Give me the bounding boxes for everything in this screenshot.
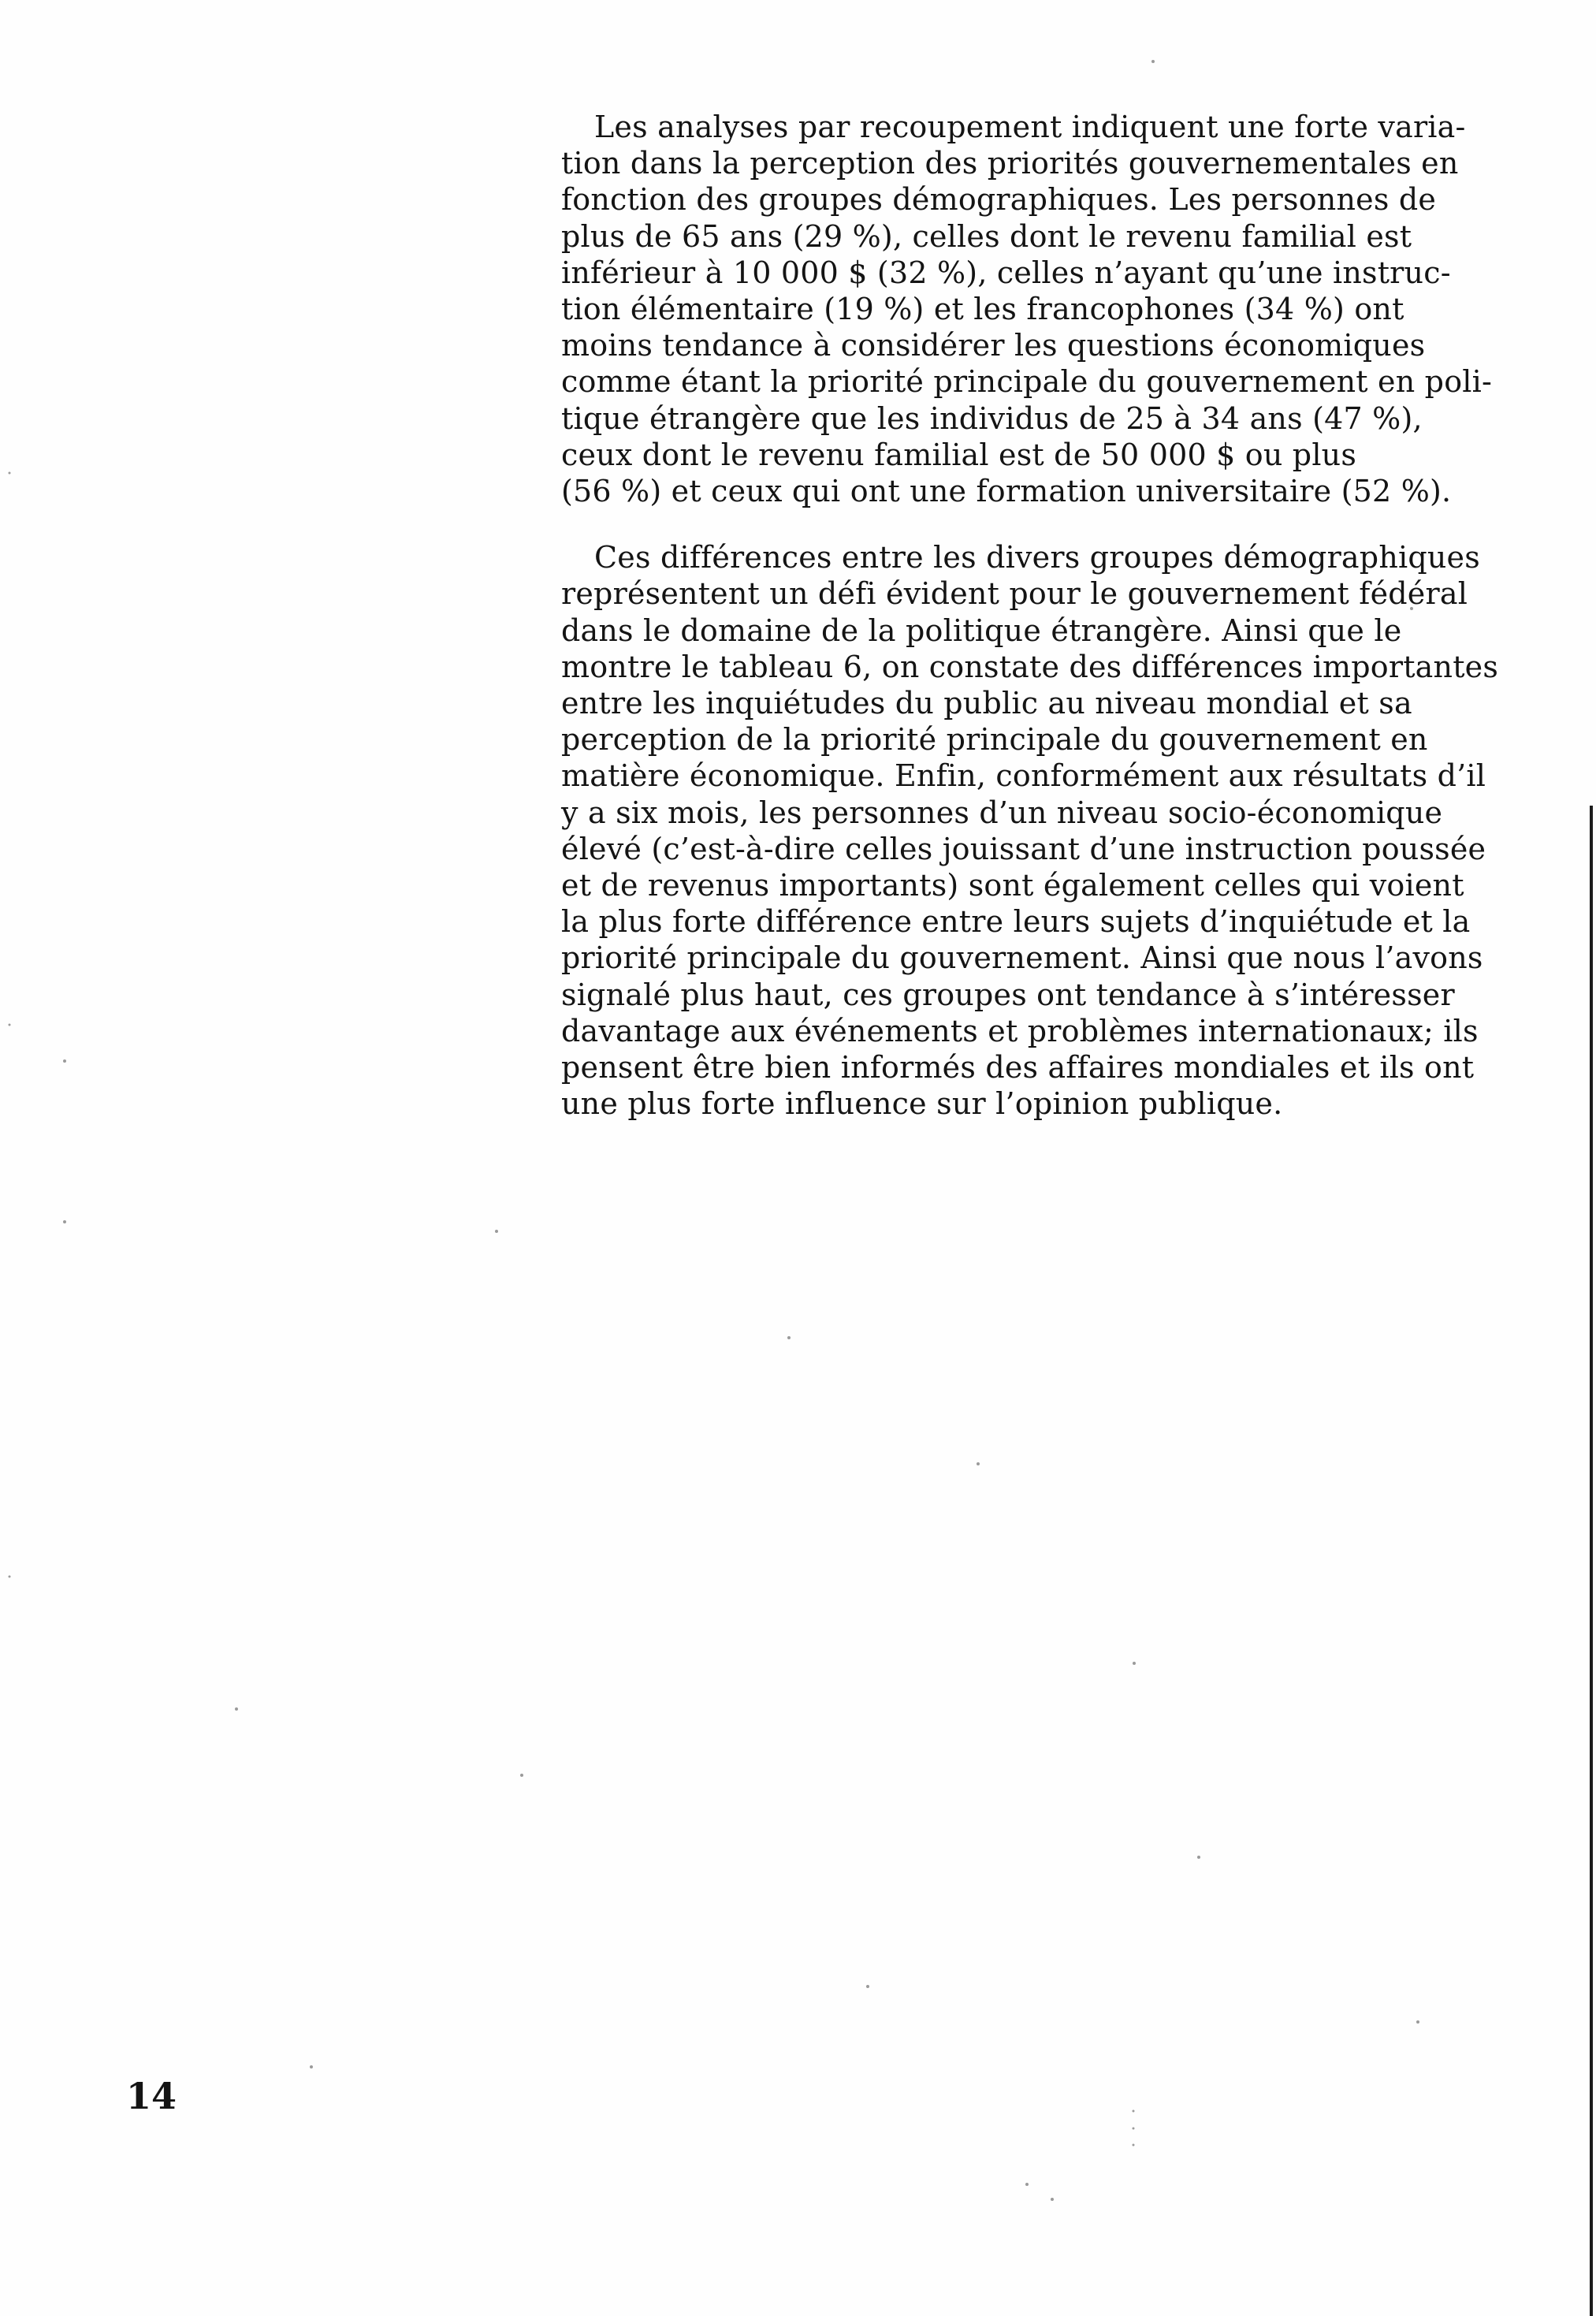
text-line: ceux dont le revenu familial est de 50 000 $ ou plus	[561, 437, 1357, 472]
text-line: entre les inquiétudes du public au niveau mondial et sa	[561, 686, 1412, 721]
page-edge-shadow	[1590, 806, 1593, 2316]
text-line: Ces différences entre les divers groupes démographiques	[594, 540, 1480, 575]
text-line: une plus forte influence sur l’opinion publique.	[561, 1086, 1283, 1122]
text-line: y a six mois, les personnes d’un niveau socio-économique	[561, 795, 1443, 830]
text-line: montre le tableau 6, on constate des différences importantes	[561, 649, 1499, 684]
text-line: (56 %) et ceux qui ont une formation universitaire (52 %).	[561, 474, 1452, 509]
paragraph-2	[561, 539, 1499, 1122]
text-line: moins tendance à considérer les questions économiques	[561, 328, 1426, 363]
text-line: plus de 65 ans (29 %), celles dont le revenu familial est	[561, 218, 1412, 254]
text-line: perception de la priorité principale du gouvernement en	[561, 722, 1428, 758]
text-line: dans le domaine de la politique étrangère. Ainsi que le	[561, 613, 1402, 648]
text-line: priorité principale du gouvernement. Ainsi que nous l’avons	[561, 940, 1483, 976]
page-number: 14	[126, 2075, 177, 2117]
text-line: tion élémentaire (19 %) et les francophones (34 %) ont	[561, 292, 1404, 327]
text-line: davantage aux événements et problèmes internationaux; ils	[561, 1013, 1479, 1048]
text-line: tion dans la perception des priorités gouvernementales en	[561, 146, 1459, 181]
text-line: matière économique. Enfin, conformément aux résultats d’il	[561, 758, 1486, 794]
paragraph-1	[561, 109, 1493, 509]
text-line: inférieur à 10 000 $ (32 %), celles n’ayant qu’une instruc-	[561, 255, 1451, 290]
text-line: comme étant la priorité principale du gouvernement en poli-	[561, 364, 1493, 400]
body-text	[561, 109, 1499, 1122]
text-line: et de revenus importants) sont également celles qui voient	[561, 868, 1464, 903]
text-line: représentent un défi évident pour le gouvernement fédéral	[561, 576, 1468, 612]
text-line: élevé (c’est-à-dire celles jouissant d’une instruction poussée	[561, 831, 1486, 866]
text-line: signalé plus haut, ces groupes ont tendance à s’intéresser	[561, 977, 1455, 1012]
text-line: pensent être bien informés des affaires mondiales et ils ont	[561, 1050, 1475, 1085]
text-line: tique étrangère que les individus de 25 à 34 ans (47 %),	[561, 400, 1423, 436]
text-line: Les analyses par recoupement indiquent une forte varia-	[594, 110, 1466, 144]
text-line: fonction des groupes démographiques. Les personnes de	[561, 182, 1437, 218]
text-line: la plus forte différence entre leurs sujets d’inquiétude et la	[561, 904, 1471, 940]
